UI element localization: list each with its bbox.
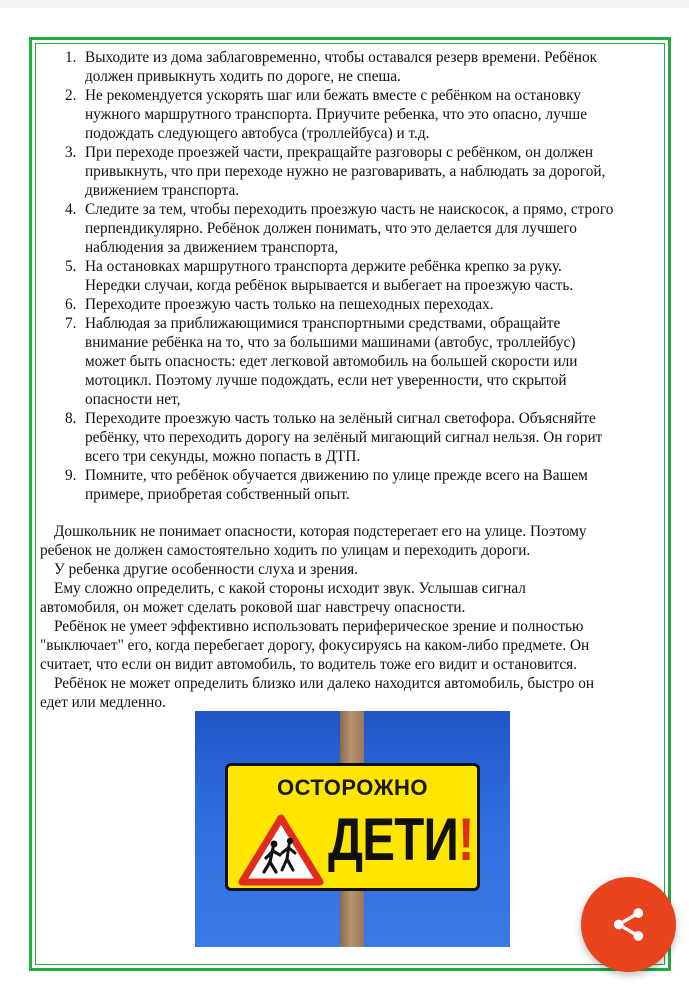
list-item-line: может быть опасность: едет легковой автомобиль на большей скорости или	[85, 353, 578, 370]
list-item-line: всего три секунды, можно попасть в ДТП.	[85, 448, 361, 465]
paragraph-line: едет или медленно.	[40, 694, 166, 711]
list-item-number: 5.	[65, 258, 77, 275]
list-item-line: привыкнуть, что при переходе нужно не разговаривать, а наблюдать за дорогой,	[85, 163, 606, 180]
list-item	[52, 200, 662, 257]
paragraph-line: Ребёнок не умеет эффективно использовать периферическое зрение и полностью	[54, 618, 584, 635]
list-item-line: Наблюдая за приближающимися транспортными средствами, обращайте	[85, 315, 561, 332]
list-item-number: 4.	[65, 201, 77, 218]
list-item	[52, 86, 662, 143]
sign-exclamation: !	[458, 806, 474, 873]
list-item-line: перпендикулярно. Ребёнок должен понимать, что это делается для лучшего	[85, 220, 577, 237]
list-item-line: подождать следующего автобуса (троллейбуса) и т.д.	[85, 125, 430, 142]
share-button[interactable]	[581, 877, 676, 972]
list-item-number: 2.	[65, 87, 77, 104]
list-item	[52, 295, 662, 314]
list-item-line: мотоцикл. Поэтому лучше подождать, если нет уверенности, что скрытой	[85, 372, 567, 389]
list-item-line: опасности нет,	[85, 391, 181, 408]
list-item	[52, 48, 662, 86]
sign-children-text	[328, 808, 474, 872]
list-item-line: Не рекомендуется ускорять шаг или бежать вместе с ребёнком на остановку	[85, 87, 581, 104]
list-item-line: примере, приобретая собственный опыт.	[85, 486, 350, 503]
paragraph-line: Ребёнок не может определить близко или далеко находится автомобиль, быстро он	[54, 675, 595, 692]
paragraph	[40, 522, 655, 560]
list-item-number: 1.	[65, 49, 77, 66]
list-item	[52, 257, 662, 295]
safety-rules-list	[52, 48, 662, 504]
list-item-number: 3.	[65, 144, 77, 161]
list-item-line: должен привыкнуть ходить по дороге, не спеша.	[85, 68, 401, 85]
top-status-strip	[0, 0, 689, 8]
paragraph-line: У ребенка другие особенности слуха и зрения.	[54, 561, 358, 578]
children-crossing-warning-icon	[238, 814, 324, 886]
road-sign-board	[225, 763, 480, 891]
list-item	[52, 143, 662, 200]
list-item-number: 7.	[65, 315, 77, 332]
caution-children-sign-photo	[195, 711, 510, 947]
list-item-line: движением транспорта.	[85, 182, 240, 199]
explanation-text	[40, 522, 655, 712]
list-item-number: 6.	[65, 296, 77, 313]
sign-caution-text: ОСТОРОЖНО	[276, 775, 429, 800]
paragraph-line: ребенок не должен самостоятельно ходить по улицам и переходить дороги.	[40, 542, 531, 559]
paragraph	[40, 617, 655, 674]
paragraph-line: Ему сложно определить, с какой стороны исходит звук. Услышав сигнал	[54, 580, 526, 597]
paragraph	[40, 560, 655, 579]
share-icon	[609, 905, 648, 944]
paragraph-line: автомобиля, он может сделать роковой шаг навстречу опасности.	[40, 599, 466, 616]
list-item-line: ребёнку, что переходить дорогу на зелёный мигающий сигнал нельзя. Он горит	[85, 429, 603, 446]
paragraph	[40, 674, 655, 712]
list-item-line: Помните, что ребёнок обучается движению по улице прежде всего на Вашем	[85, 467, 588, 484]
list-item-line: внимание ребёнка на то, что за большими машинами (автобус, троллейбус)	[85, 334, 576, 351]
paragraph-line: считает, что если он видит автомобиль, то водитель тоже его видит и остановится.	[40, 656, 578, 673]
list-item-line: Нередки случаи, когда ребёнок вырывается и выбегает на проезжую часть.	[85, 277, 574, 294]
list-item-line: На остановках маршрутного транспорта держите ребёнка крепко за руку.	[85, 258, 562, 275]
list-item-line: Переходите проезжую часть только на зелёный сигнал светофора. Объясняйте	[85, 410, 596, 427]
paragraph	[40, 579, 655, 617]
sign-main-word: ДЕТИ	[328, 806, 459, 873]
list-item-line: Переходите проезжую часть только на пешеходных переходах.	[85, 296, 494, 313]
list-item-line: Выходите из дома заблаговременно, чтобы оставался резерв времени. Ребёнок	[85, 49, 598, 66]
list-item-line: Следите за тем, чтобы переходить проезжую часть не наискосок, а прямо, строго	[85, 201, 614, 218]
list-item-line: нужного маршрутного транспорта. Приучите ребенка, что это опасно, лучше	[85, 106, 588, 123]
list-item-line: При переходе проезжей части, прекращайте разговоры с ребёнком, он должен	[85, 144, 594, 161]
list-item-number: 9.	[65, 467, 77, 484]
paragraph-line: "выключает" его, когда перебегает дорогу, фокусируясь на каком-либо предмете. Он	[40, 637, 590, 654]
list-item-line: наблюдения за движением транспорта,	[85, 239, 339, 256]
list-item-number: 8.	[65, 410, 77, 427]
list-item	[52, 409, 662, 466]
list-item	[52, 466, 662, 504]
paragraph-line: Дошкольник не понимает опасности, которая подстерегает его на улице. Поэтому	[54, 523, 587, 540]
list-item	[52, 314, 662, 409]
